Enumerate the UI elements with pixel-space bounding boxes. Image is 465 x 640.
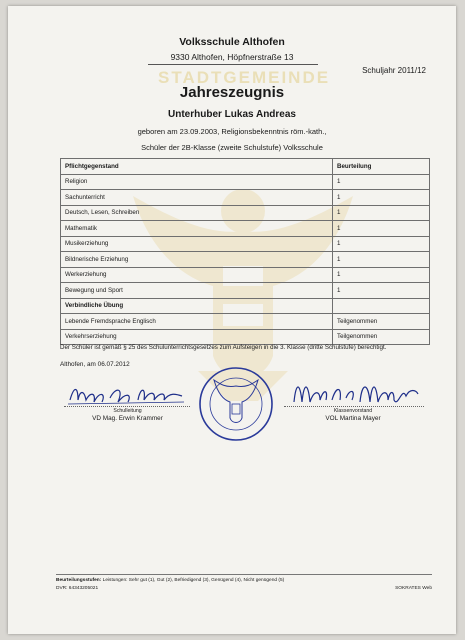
table-row — [61, 174, 430, 190]
signature-principal — [66, 380, 186, 408]
subject-cell: Werkerziehung — [61, 267, 333, 283]
student-birth-religion: geboren am 23.09.2003, Religionsbekenntnis röm.-kath., — [137, 127, 327, 136]
signature-teacher — [290, 378, 420, 408]
grade-cell: 1 — [333, 267, 430, 283]
place-date: Althofen, am 06.07.2012 — [60, 361, 130, 368]
subject-cell: Mathematik — [61, 221, 333, 237]
school-name: Volksschule Althofen — [179, 36, 285, 48]
certificate-page — [8, 6, 456, 634]
grade-cell: 1 — [333, 205, 430, 221]
table-row — [61, 205, 430, 221]
subject-cell: Lebende Fremdsprache Englisch — [61, 314, 333, 330]
grade-cell: 1 — [333, 283, 430, 299]
grade-cell: Teilgenommen — [333, 314, 430, 330]
subject-cell: Religion — [61, 174, 333, 190]
certificate-title: Jahreszeugnis — [179, 84, 285, 101]
signature-line-principal — [64, 406, 190, 407]
section-empty-cell — [333, 298, 430, 314]
school-seal — [196, 364, 276, 444]
table-row — [61, 221, 430, 237]
header-grade: Beurteilung — [333, 159, 430, 175]
table-row — [61, 329, 430, 345]
footer-divider — [56, 574, 432, 575]
grade-cell: 1 — [333, 236, 430, 252]
table-row — [61, 252, 430, 268]
grades-table — [60, 158, 430, 345]
teacher-name: VOL Martina Mayer — [325, 415, 381, 422]
teacher-role: Klassenvorstand — [333, 408, 373, 414]
grading-scale — [56, 578, 284, 583]
subject-cell: Sachunterricht — [61, 190, 333, 206]
address-underline — [148, 64, 318, 65]
grade-cell: 1 — [333, 190, 430, 206]
grading-scale-label: Beurteilungsstufen: — [56, 578, 102, 583]
promotion-statement: Der Schüler ist gemäß § 25 des Schulunterrichtsgesetzes zum Aufsteigen in die 3. Klasse (dritte Schulstufe) berechtigt. — [60, 344, 387, 351]
principal-role: Schulleitung — [113, 408, 142, 414]
subject-cell: Bewegung und Sport — [61, 283, 333, 299]
signature-line-teacher — [284, 406, 424, 407]
watermark-text: STADTGEMEINDE — [158, 68, 331, 87]
table-row — [61, 190, 430, 206]
table-row — [61, 314, 430, 330]
grade-cell: Teilgenommen — [333, 329, 430, 345]
student-class: Schüler der 2B-Klasse (zweite Schulstufe) Volksschule — [141, 143, 323, 152]
dvr-number: DVR: 64343205021 — [56, 586, 99, 591]
section-header-row — [61, 298, 430, 314]
subject-cell: Bildnerische Erziehung — [61, 252, 333, 268]
subject-cell: Musikerziehung — [61, 236, 333, 252]
header-subject: Pflichtgegenstand — [61, 159, 333, 175]
table-row — [61, 283, 430, 299]
principal-name: VD Mag. Erwin Krammer — [92, 415, 163, 422]
grading-scale-text: Leistungen: Sehr gut (1), Gut (2), Befriedigend (3), Genügend (4), Nicht genügend (5) — [102, 578, 285, 583]
software-label: SOKRATES Web — [395, 586, 432, 591]
subject-cell: Deutsch, Lesen, Schreiben — [61, 205, 333, 221]
table-row — [61, 236, 430, 252]
school-year: Schuljahr 2011/12 — [362, 66, 426, 75]
grade-cell: 1 — [333, 174, 430, 190]
table-row — [61, 267, 430, 283]
section-title: Verbindliche Übung — [61, 298, 333, 314]
grade-cell: 1 — [333, 252, 430, 268]
grades-header-row — [61, 159, 430, 175]
grade-cell: 1 — [333, 221, 430, 237]
school-address: 9330 Althofen, Höpfnerstraße 13 — [170, 52, 294, 62]
student-name: Unterhuber Lukas Andreas — [168, 109, 296, 120]
subject-cell: Verkehrserziehung — [61, 329, 333, 345]
